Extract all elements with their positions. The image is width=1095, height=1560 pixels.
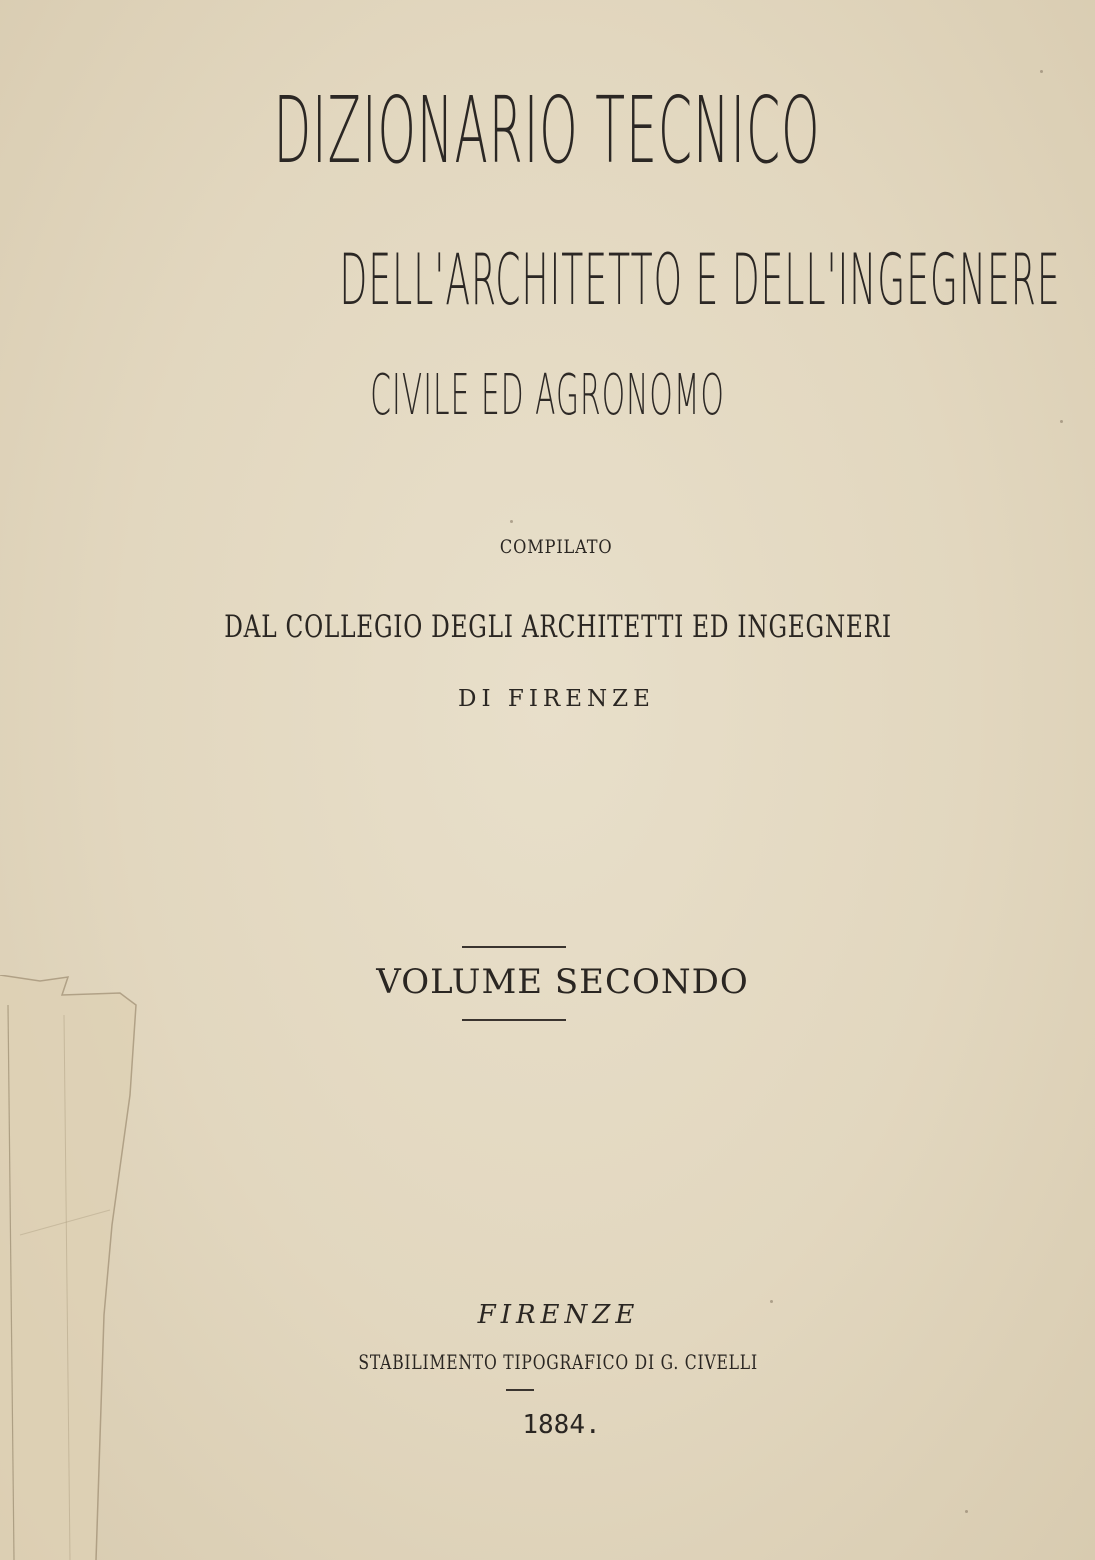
paper-speck xyxy=(1060,420,1063,423)
author-city-line xyxy=(0,688,1095,711)
imprint-printer: STABILIMENTO TIPOGRAFICO DI G. CIVELLI xyxy=(358,1350,759,1374)
compiled-label-line xyxy=(0,538,1095,557)
title-subtitle-2: CIVILE ED AGRONOMO xyxy=(370,363,725,428)
author-city: DI FIRENZE xyxy=(458,686,655,712)
paper-speck xyxy=(510,520,513,523)
imprint-city: FIRENZE xyxy=(477,1300,640,1330)
imprint-year-line xyxy=(0,1412,1095,1438)
year-rule xyxy=(506,1389,534,1391)
imprint-year: 1884. xyxy=(522,1410,601,1440)
title-line-2 xyxy=(0,239,1095,321)
volume-rule-top xyxy=(462,946,566,948)
title-main: DIZIONARIO TECNICO xyxy=(273,77,822,184)
torn-paper-edge xyxy=(0,975,150,1560)
title-line-1 xyxy=(0,77,1095,184)
paper-speck xyxy=(1040,70,1043,73)
title-subtitle: DELL'ARCHITETTO E DELL'INGEGNERE xyxy=(339,239,1061,321)
imprint-printer-line xyxy=(0,1352,1095,1372)
volume-rule-bottom xyxy=(462,1019,566,1021)
author-line xyxy=(0,609,1095,645)
volume-label: VOLUME SECONDO xyxy=(376,962,749,1002)
paper-speck xyxy=(965,1510,968,1513)
author-name: DAL COLLEGIO DEGLI ARCHITETTI ED INGEGNERI xyxy=(224,609,893,645)
volume-line xyxy=(0,962,1095,1002)
title-line-3 xyxy=(0,363,1095,428)
imprint-city-line xyxy=(0,1302,1095,1328)
compiled-label: COMPILATO xyxy=(500,536,613,558)
paper-speck xyxy=(770,1300,773,1303)
